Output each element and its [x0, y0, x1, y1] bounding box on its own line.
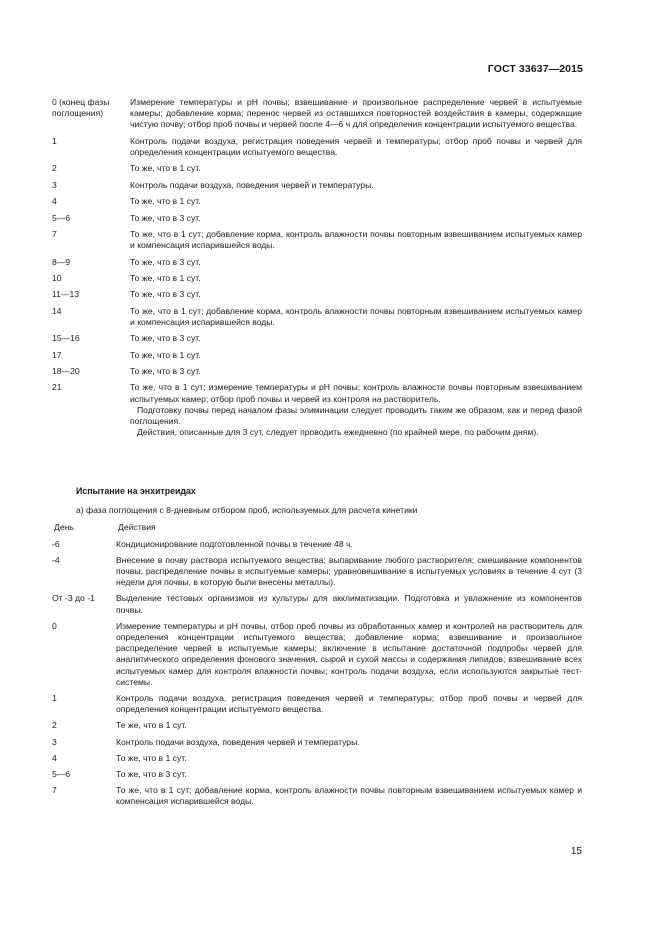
- day-cell: -4: [52, 554, 60, 565]
- day-cell: 17: [52, 349, 62, 360]
- uptake-phase-schedule-continued: [52, 97, 582, 444]
- day-cell: 3: [52, 736, 57, 747]
- day-cell: 0: [52, 620, 57, 631]
- action-text: Контроль подачи воздуха, регистрация поведения червей и температуры; отбор проб почвы и червей для определения концентрации испытуемого вещества.: [130, 135, 582, 157]
- day-cell: 1: [52, 693, 57, 704]
- actions-cell: Внесение в почву раствора испытуемого вещества; выпаривание любого растворителя; смешивание компонентов почвы; распределение почвы в испытуемые камеры; уравновешивание в испытуемых условиях в течение 4 сут (3 недели для почвы, в которую были внесены металлы).: [116, 554, 582, 588]
- actions-cell: [130, 382, 582, 438]
- actions-cell: Те же, что в 1 сут.: [116, 720, 187, 731]
- schedule-row: [52, 273, 582, 284]
- day-cell: 18—20: [52, 366, 80, 377]
- day-cell: От -3 до -1: [52, 593, 95, 604]
- action-text: То же, что в 3 сут.: [130, 256, 201, 267]
- action-text: То же, что в 1 сут.: [130, 196, 201, 207]
- day-cell: 14: [52, 305, 62, 316]
- action-text: То же, что в 1 сут; измерение температуры и pH почвы; контроль влажности почвы повторным взвешиванием испытуемых камер; отбор проб почвы и червей из контроля на растворитель.: [130, 382, 582, 404]
- schedule-row: [52, 720, 582, 731]
- schedule-row: [52, 366, 582, 377]
- schedule-row: [52, 593, 582, 615]
- schedule-row: [52, 257, 582, 268]
- schedule-row: [52, 213, 582, 224]
- schedule-row: [52, 737, 582, 748]
- actions-cell: [130, 350, 582, 361]
- enchytraeid-schedule-table: [52, 522, 582, 807]
- day-cell: 4: [52, 196, 57, 207]
- document-header: ГОСТ 33637—2015: [487, 63, 583, 75]
- schedule-row: [52, 753, 582, 764]
- action-text: Измерение температуры и pH почвы; взвешивание и произвольное распределение червей в испытуемые камеры; добавление корма; перенос червей из оставшихся повторностей воздействия в камеры, содержащие чистую почву; отбор проб почвы и червей после 4—6 ч для определения концентрации испытуемого вещества.: [130, 97, 582, 130]
- schedule-row: [52, 555, 582, 589]
- day-cell: 15—16: [52, 333, 80, 344]
- actions-cell: [130, 257, 582, 268]
- day-cell: 0 (конец фазы поглощения): [52, 97, 110, 119]
- schedule-row: [52, 229, 582, 251]
- actions-cell: [130, 273, 582, 284]
- enchytraeid-test-section: [52, 486, 582, 813]
- actions-cell: Измерение температуры и pH почвы, отбор проб почвы из обработанных камер и контролей на растворитель для определения концентрации испытуемого вещества; добавление корма; взвешивание и произвольное распределение червей в испытуемые камеры; включение в испытание достаточной подпробы червей для аналитического определения фонового значения, сырой и сухой массы и содержания липидов; взвешивание всех испытуемых камер для контроля влажности почвы; контроль подачи воздуха, если используются закрытые тест-системы.: [116, 620, 582, 687]
- schedule-row: [52, 539, 582, 550]
- day-cell: 5—6: [52, 212, 71, 223]
- page-number: 15: [570, 846, 582, 857]
- day-cell: 5—6: [52, 769, 71, 780]
- day-cell: 2: [52, 720, 57, 731]
- section-title: Испытание на энхитреидах: [76, 486, 196, 496]
- action-text: То же, что в 1 сут; добавление корма, контроль влажности почвы повторным взвешиванием испытуемых камер и компенсация испарившейся воды.: [130, 305, 582, 327]
- day-cell: -6: [52, 538, 60, 549]
- schedule-row: [52, 785, 582, 807]
- day-cell: 21: [52, 382, 62, 393]
- action-note: Действия, описанные для 3 сут, следует проводить ежедневно (по крайней мере, по рабочим дням).: [137, 427, 539, 438]
- schedule-row: [52, 97, 582, 131]
- day-cell: 4: [52, 752, 57, 763]
- day-cell: 2: [52, 163, 57, 174]
- schedule-row: [52, 621, 582, 688]
- actions-cell: [130, 163, 582, 174]
- actions-cell: [130, 366, 582, 377]
- day-cell: 7: [52, 785, 57, 796]
- schedule-row: [52, 769, 582, 780]
- action-note: Подготовку почвы перед началом фазы элиминации следует проводить таким же образом, как и перед фазой поглощения.: [130, 404, 582, 427]
- schedule-row: [52, 306, 582, 328]
- day-cell: 11—13: [52, 289, 80, 300]
- column-header-day: День: [54, 522, 74, 533]
- schedule-row: [52, 289, 582, 300]
- action-text: То же, что в 3 сут.: [130, 366, 201, 377]
- actions-cell: [130, 136, 582, 158]
- section-subtitle: а) фаза поглощения с 8-дневным отбором проб, используемых для расчета кинетики: [76, 505, 418, 516]
- actions-cell: [130, 97, 582, 131]
- schedule-row: [52, 350, 582, 361]
- action-text: То же, что в 1 сут.: [130, 163, 201, 174]
- schedule-row: [52, 196, 582, 207]
- actions-cell: [130, 196, 582, 207]
- schedule-row: [52, 333, 582, 344]
- column-header-actions: Действия: [118, 522, 156, 533]
- schedule-row: [52, 693, 582, 715]
- action-text: Контроль подачи воздуха, поведения червей и температуры.: [130, 179, 374, 190]
- actions-cell: [130, 229, 582, 251]
- actions-cell: Контроль подачи воздуха, поведения червей и температуры.: [116, 736, 360, 747]
- action-text: То же, что в 1 сут.: [130, 272, 201, 283]
- schedule-row: [52, 180, 582, 191]
- schedule-row: [52, 163, 582, 174]
- day-cell: 7: [52, 228, 57, 239]
- actions-cell: [130, 333, 582, 344]
- day-cell: 1: [52, 135, 57, 146]
- actions-cell: То же, что в 1 сут; добавление корма, контроль влажности почвы повторным взвешиванием испытуемых камер и компенсация испарившейся воды.: [116, 785, 582, 807]
- actions-cell: [130, 306, 582, 328]
- day-cell: 10: [52, 272, 62, 283]
- actions-cell: То же, что в 1 сут.: [116, 752, 187, 763]
- actions-cell: [130, 289, 582, 300]
- action-text: То же, что в 3 сут.: [130, 333, 201, 344]
- action-text: То же, что в 1 сут.: [130, 349, 201, 360]
- action-text: То же, что в 3 сут.: [130, 289, 201, 300]
- table-header-row: [52, 522, 582, 533]
- actions-cell: [130, 180, 582, 191]
- actions-cell: Выделение тестовых организмов из культуры для акклиматизации. Подготовка и увлажнение из компонентов почвы.: [116, 593, 582, 615]
- day-cell: 8—9: [52, 256, 71, 267]
- action-text: То же, что в 3 сут.: [130, 212, 201, 223]
- actions-cell: [130, 213, 582, 224]
- action-text: То же, что в 1 сут; добавление корма, контроль влажности почвы повторным взвешиванием испытуемых камер и компенсация испарившейся воды.: [130, 228, 582, 251]
- schedule-row: [52, 382, 582, 438]
- actions-cell: Контроль подачи воздуха, регистрация поведения червей и температуры; отбор проб почвы и червей для определения концентрации испытуемого вещества.: [116, 693, 582, 715]
- actions-cell: Кондиционирование подготовленной почвы в течение 48 ч.: [116, 538, 353, 549]
- schedule-row: [52, 136, 582, 158]
- actions-cell: То же, что в 3 сут.: [116, 769, 187, 780]
- day-cell: 3: [52, 179, 57, 190]
